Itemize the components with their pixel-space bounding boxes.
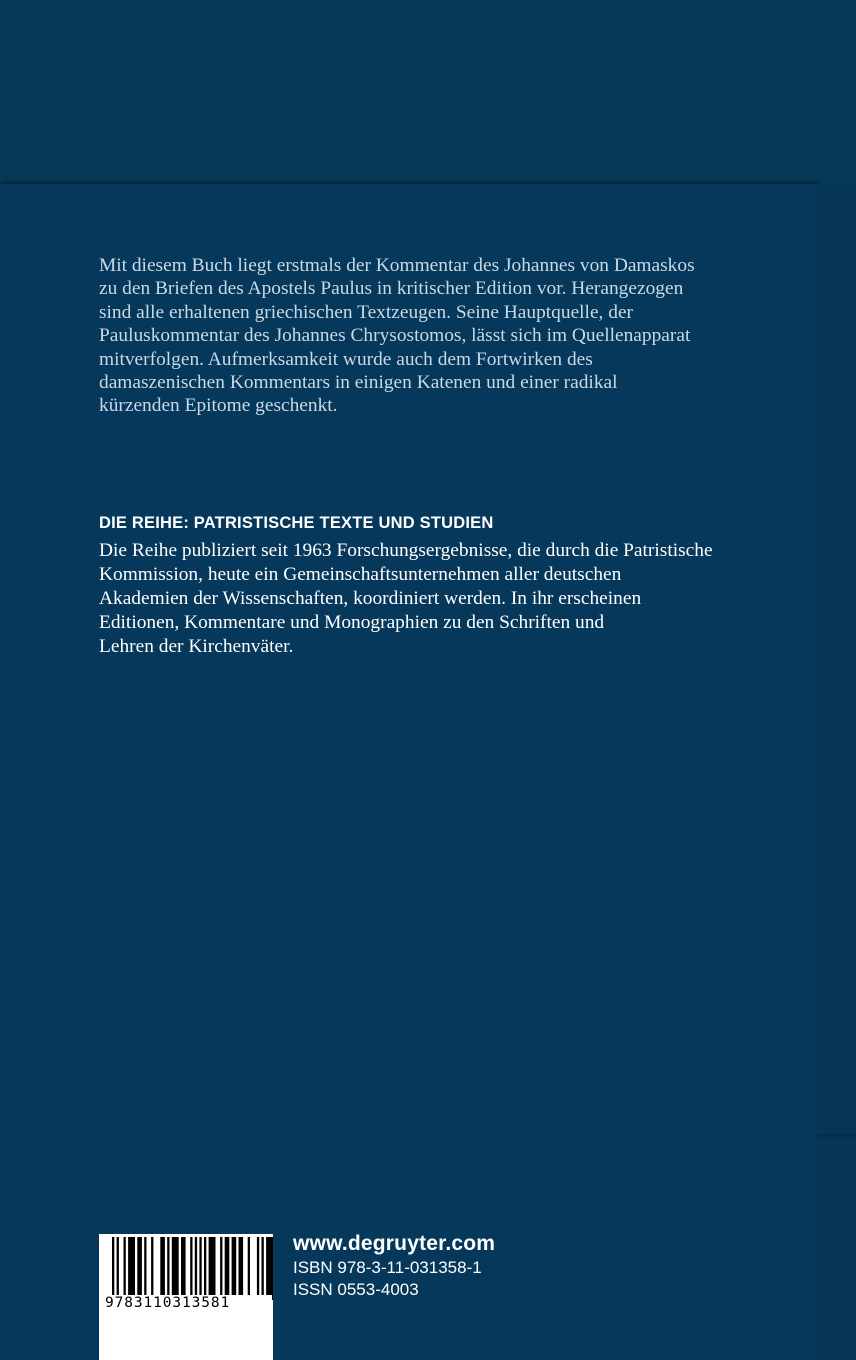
barcode-bar [199,1237,201,1300]
barcode-bar [128,1237,135,1300]
barcode-bar [112,1237,114,1300]
barcode-bar [160,1237,165,1300]
barcode-bar [220,1237,222,1300]
issn-number: ISSN 0553-4003 [293,1280,419,1299]
barcode-bar [262,1237,264,1300]
barcode-bar [232,1237,237,1300]
publisher-info [293,1231,495,1301]
cover-top-band [0,0,856,184]
barcode-bar [204,1237,206,1300]
barcode-bar [137,1237,142,1300]
isbn-barcode [99,1234,273,1360]
isbn-number: ISBN 978-3-11-031358-1 [293,1258,482,1277]
spine-edge-strip [817,184,856,1360]
barcode-bar [257,1237,259,1300]
publisher-url[interactable]: www.degruyter.com [293,1232,496,1255]
barcode-number: 9783110313581 [104,1295,272,1311]
barcode-bar [124,1237,126,1300]
series-heading: DIE REIHE: PATRISTISCHE TEXTE UND STUDIEN [99,514,494,532]
spine-edge-divider [817,1134,856,1140]
series-description: Die Reihe publiziert seit 1963 Forschungsergebnisse, die durch die Patristische Kommission, heute ein Gemeinschaftsunternehmen aller deutschen Akademien der Wissenschaften, koordiniert werden. In ihr erscheinen Editionen, Kommentare und Monographien zu den Schriften und Lehren der Kirchenväter. [99,540,713,657]
barcode-bar [181,1237,186,1300]
barcode-bar [266,1237,273,1300]
barcode-bar [225,1237,230,1300]
barcode-bar [172,1237,179,1300]
barcode-bar [209,1237,216,1300]
barcode-bar [117,1237,119,1300]
book-description: Mit diesem Buch liegt erstmals der Kommentar des Johannes von Damaskos zu den Briefen des Apostels Paulus in kritischer Edition vor. Herangezogen sind alle erhaltenen griechischen Textzeugen. Seine Hauptquelle, der Pauluskommentar des Johannes Chrysostomos, lässt sich im Quellenapparat mitverfolgen. Aufmerksamkeit wurde auch dem Fortwirken des damaszenischen Kommentars in einigen Katenen und einer radikal kürzenden Epitome geschenkt. [99,255,695,417]
barcode-bar [239,1237,244,1300]
barcode-bar [195,1237,197,1300]
barcode-bar [190,1237,192,1300]
barcode-bar [144,1237,146,1300]
barcode-bar [167,1237,169,1300]
barcode-bar [248,1237,250,1300]
barcode-bar [151,1237,153,1300]
